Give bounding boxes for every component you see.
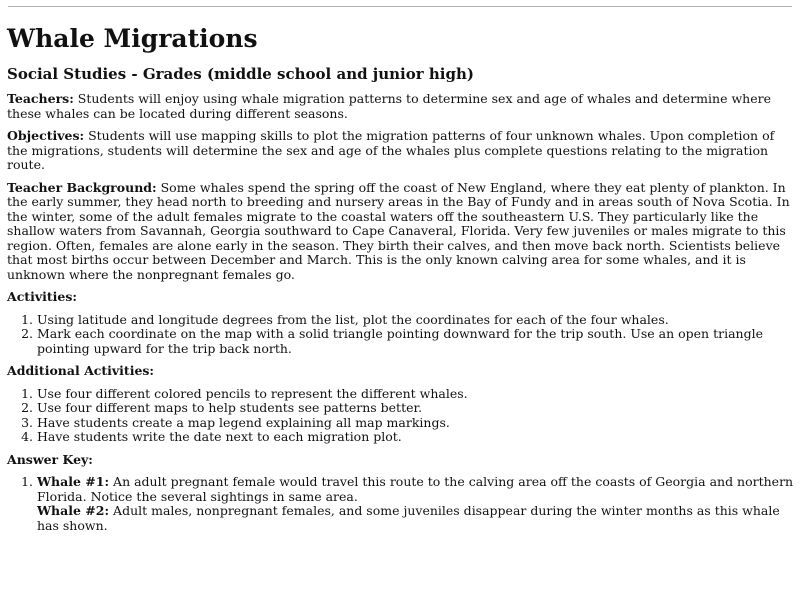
whale-2-label: Whale #2:	[37, 503, 110, 518]
list-item: 3. Have students create a map legend explaining all map markings.	[37, 416, 795, 431]
whale-2-text: Adult males, nonpregnant females, and some juveniles disappear during the winter months as this whale has shown.	[37, 503, 780, 533]
list-item: 2. Use four different maps to help students see patterns better.	[37, 401, 795, 416]
page-title: Whale Migrations	[7, 24, 258, 53]
teachers-text: Students will enjoy using whale migration patterns to determine sex and age of whales and determine where these whales can be located during different seasons.	[7, 91, 771, 121]
teachers-label: Teachers:	[7, 91, 74, 106]
list-item: 1. Using latitude and longitude degrees from the list, plot the coordinates for each of the four whales.	[37, 313, 795, 328]
objectives-label: Objectives:	[7, 128, 85, 143]
answer-key-list	[7, 475, 795, 533]
document-content	[7, 23, 795, 533]
activities-list	[7, 313, 795, 357]
background-text: Some whales spend the spring off the coast of New England, where they eat plenty of plankton. In the early summer, they head north to breeding and nursery areas in the Bay of Fundy and in areas south of Nova Scotia. In the winter, some of the adult females migrate to the coastal waters off the southeastern U.S. They particularly like the shallow waters from Savannah, Georgia southward to Cape Canaveral, Florida. Very few juveniles or males migrate to this region. Often, females are alone early in the season. They birth their calves, and then move back north. Scientists believe that most births occur between December and March. This is the only known calving area for some whales, and it is unknown where the nonpregnant females go.	[7, 179, 790, 282]
answer-key-heading: Answer Key:	[7, 451, 93, 467]
whale-1-text: An adult pregnant female would travel this route to the calving area off the coasts of Georgia and northern Florida. Notice the several sightings in same area.	[37, 474, 794, 504]
whale-2-entry	[37, 504, 795, 533]
horizontal-rule	[8, 6, 792, 7]
background-label: Teacher Background:	[7, 179, 157, 195]
list-item: 4. Have students write the date next to each migration plot.	[37, 430, 795, 445]
additional-activities-list	[7, 387, 795, 445]
teachers-paragraph	[7, 92, 795, 121]
whale-1-label: Whale #1:	[37, 474, 110, 489]
background-paragraph	[7, 181, 795, 283]
objectives-paragraph	[7, 129, 795, 173]
objectives-text: Students will use mapping skills to plot the migration patterns of four unknown whales. Upon completion of the migrations, students will determine the sex and age of the whales plus complete questions relating to the migration route.	[7, 128, 775, 172]
list-item: 1. Use four different colored pencils to represent the different whales.	[37, 387, 795, 402]
list-item	[37, 475, 795, 533]
list-item: 2. Mark each coordinate on the map with a solid triangle pointing downward for the trip south. Use an open triangle pointing upward for the trip back north.	[37, 327, 795, 356]
additional-activities-heading: Additional Activities:	[7, 363, 155, 378]
page-subtitle: Social Studies - Grades (middle school and junior high)	[7, 65, 474, 83]
activities-heading: Activities:	[7, 289, 77, 304]
